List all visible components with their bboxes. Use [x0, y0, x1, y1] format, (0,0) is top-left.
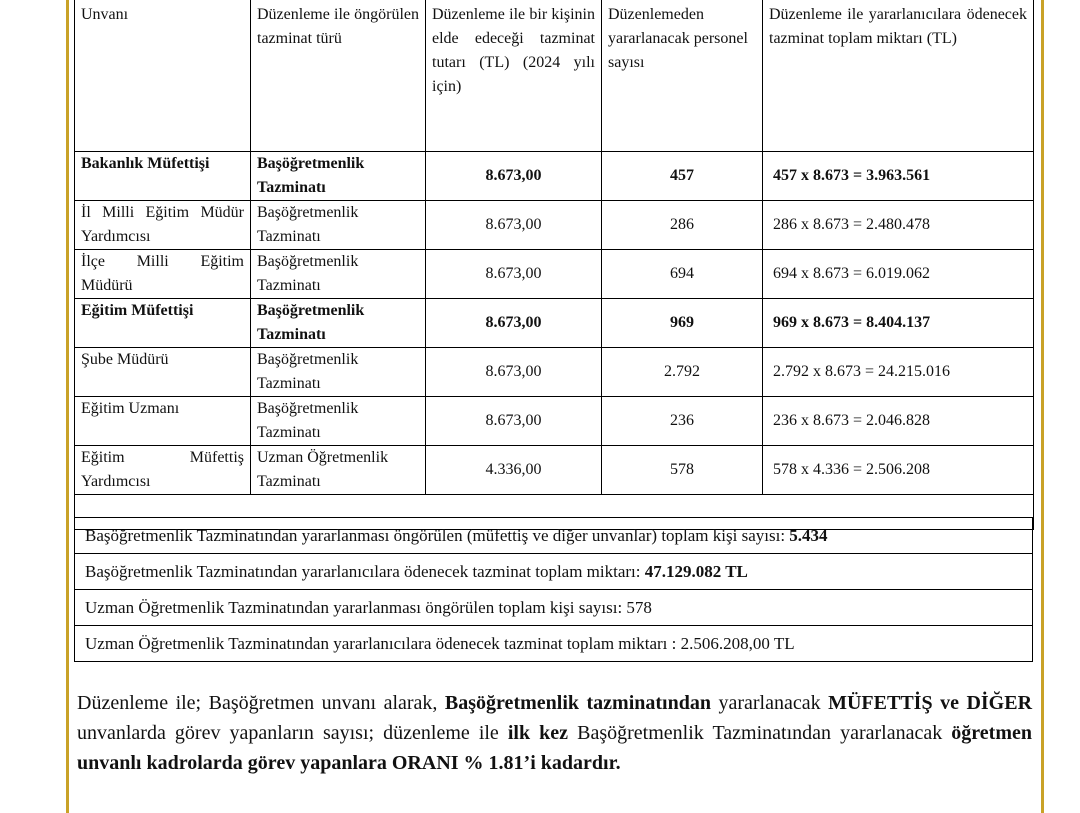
summary-row — [75, 590, 1033, 626]
summary-row — [75, 626, 1033, 662]
para-text: unvanlarda görev yapanların sayısı; düzenleme ile — [77, 722, 508, 744]
row-count: 969 — [602, 299, 763, 348]
row-title: İl Milli Eğitim Müdür Yardımcısı — [75, 201, 251, 250]
summary-text: Uzman Öğretmenlik Tazminatından yararlanması öngörülen toplam kişi sayısı: — [85, 597, 627, 617]
para-bold: öğretmen unvanlı kadrolarda görev yapanlara ORANI % 1.81’i kadardır. — [77, 722, 1032, 774]
row-title: Bakanlık Müfettişi — [75, 152, 251, 201]
header-amount: Düzenleme ile bir kişinin elde edeceği tazminat tutarı (TL) (2024 yılı için) — [426, 0, 602, 152]
para-bold: MÜFETTİŞ ve DİĞER — [828, 692, 1033, 714]
row-count: 457 — [602, 152, 763, 201]
summary-row — [75, 518, 1033, 554]
row-title: İlçe Milli Eğitim Müdürü — [75, 250, 251, 299]
row-title: Eğitim Müfettiş Yardımcısı — [75, 446, 251, 495]
row-amount: 8.673,00 — [426, 152, 602, 201]
para-bold: Başöğretmenlik tazminatından — [444, 692, 711, 714]
row-count: 286 — [602, 201, 763, 250]
row-type: Başöğretmenlik Tazminatı — [251, 397, 426, 446]
header-count: Düzenlemeden yararlanacak personel sayısı — [602, 0, 763, 152]
row-count: 236 — [602, 397, 763, 446]
row-amount: 8.673,00 — [426, 397, 602, 446]
row-type: Uzman Öğretmenlik Tazminatı — [251, 446, 426, 495]
row-calc: 578 x 4.336 = 2.506.208 — [763, 446, 1034, 495]
left-frame-line — [66, 0, 69, 813]
table-row — [75, 299, 1034, 348]
summary-cell — [75, 554, 1033, 590]
summary-value: 47.129.082 TL — [644, 561, 748, 581]
row-calc: 694 x 8.673 = 6.019.062 — [763, 250, 1034, 299]
header-type: Düzenleme ile öngörülen tazminat türü — [251, 0, 426, 152]
summary-text: Uzman Öğretmenlik Tazminatından yararlanıcılara ödenecek tazminat toplam miktarı : — [85, 633, 681, 653]
row-calc: 236 x 8.673 = 2.046.828 — [763, 397, 1034, 446]
row-amount: 8.673,00 — [426, 250, 602, 299]
row-count: 578 — [602, 446, 763, 495]
row-calc: 969 x 8.673 = 8.404.137 — [763, 299, 1034, 348]
right-frame-line — [1041, 0, 1044, 813]
table-row — [75, 201, 1034, 250]
row-title: Eğitim Uzmanı — [75, 397, 251, 446]
summary-cell — [75, 518, 1033, 554]
row-calc: 2.792 x 8.673 = 24.215.016 — [763, 348, 1034, 397]
row-type: Başöğretmenlik Tazminatı — [251, 201, 426, 250]
para-bold: ilk kez — [507, 722, 569, 744]
row-amount: 8.673,00 — [426, 299, 602, 348]
summary-text: Başöğretmenlik Tazminatından yararlanması öngörülen (müfettiş ve diğer unvanlar) toplam kişi sayısı: — [85, 525, 790, 545]
row-type: Başöğretmenlik Tazminatı — [251, 348, 426, 397]
table-row — [75, 397, 1034, 446]
row-title: Eğitim Müfettişi — [75, 299, 251, 348]
summary-value: 578 — [626, 597, 652, 617]
row-type: Başöğretmenlik Tazminatı — [251, 152, 426, 201]
row-type: Başöğretmenlik Tazminatı — [251, 250, 426, 299]
conclusion-paragraph — [77, 688, 1032, 778]
para-text: Başöğretmenlik Tazminatından yararlanacak — [568, 722, 952, 744]
summary-cell — [75, 590, 1033, 626]
row-calc: 457 x 8.673 = 3.963.561 — [763, 152, 1034, 201]
compensation-table — [74, 0, 1034, 530]
table-row — [75, 250, 1034, 299]
row-amount: 8.673,00 — [426, 348, 602, 397]
row-calc: 286 x 8.673 = 2.480.478 — [763, 201, 1034, 250]
table-row — [75, 446, 1034, 495]
summary-value: 5.434 — [789, 525, 828, 545]
para-text: yararlanacak — [710, 692, 829, 714]
table-row — [75, 348, 1034, 397]
table-header-row — [75, 0, 1034, 152]
para-text: Düzenleme ile; Başöğretmen unvanı alarak, — [77, 692, 445, 714]
row-title: Şube Müdürü — [75, 348, 251, 397]
summary-cell — [75, 626, 1033, 662]
row-type: Başöğretmenlik Tazminatı — [251, 299, 426, 348]
row-amount: 8.673,00 — [426, 201, 602, 250]
header-title: Unvanı — [75, 0, 251, 152]
row-count: 2.792 — [602, 348, 763, 397]
summary-row — [75, 554, 1033, 590]
table-row — [75, 152, 1034, 201]
row-amount: 4.336,00 — [426, 446, 602, 495]
summary-text: Başöğretmenlik Tazminatından yararlanıcılara ödenecek tazminat toplam miktarı: — [85, 561, 645, 581]
summary-value: 2.506.208,00 TL — [680, 633, 795, 653]
row-count: 694 — [602, 250, 763, 299]
summary-table — [74, 517, 1033, 662]
header-total: Düzenleme ile yararlanıcılara ödenecek tazminat toplam miktarı (TL) — [763, 0, 1034, 152]
